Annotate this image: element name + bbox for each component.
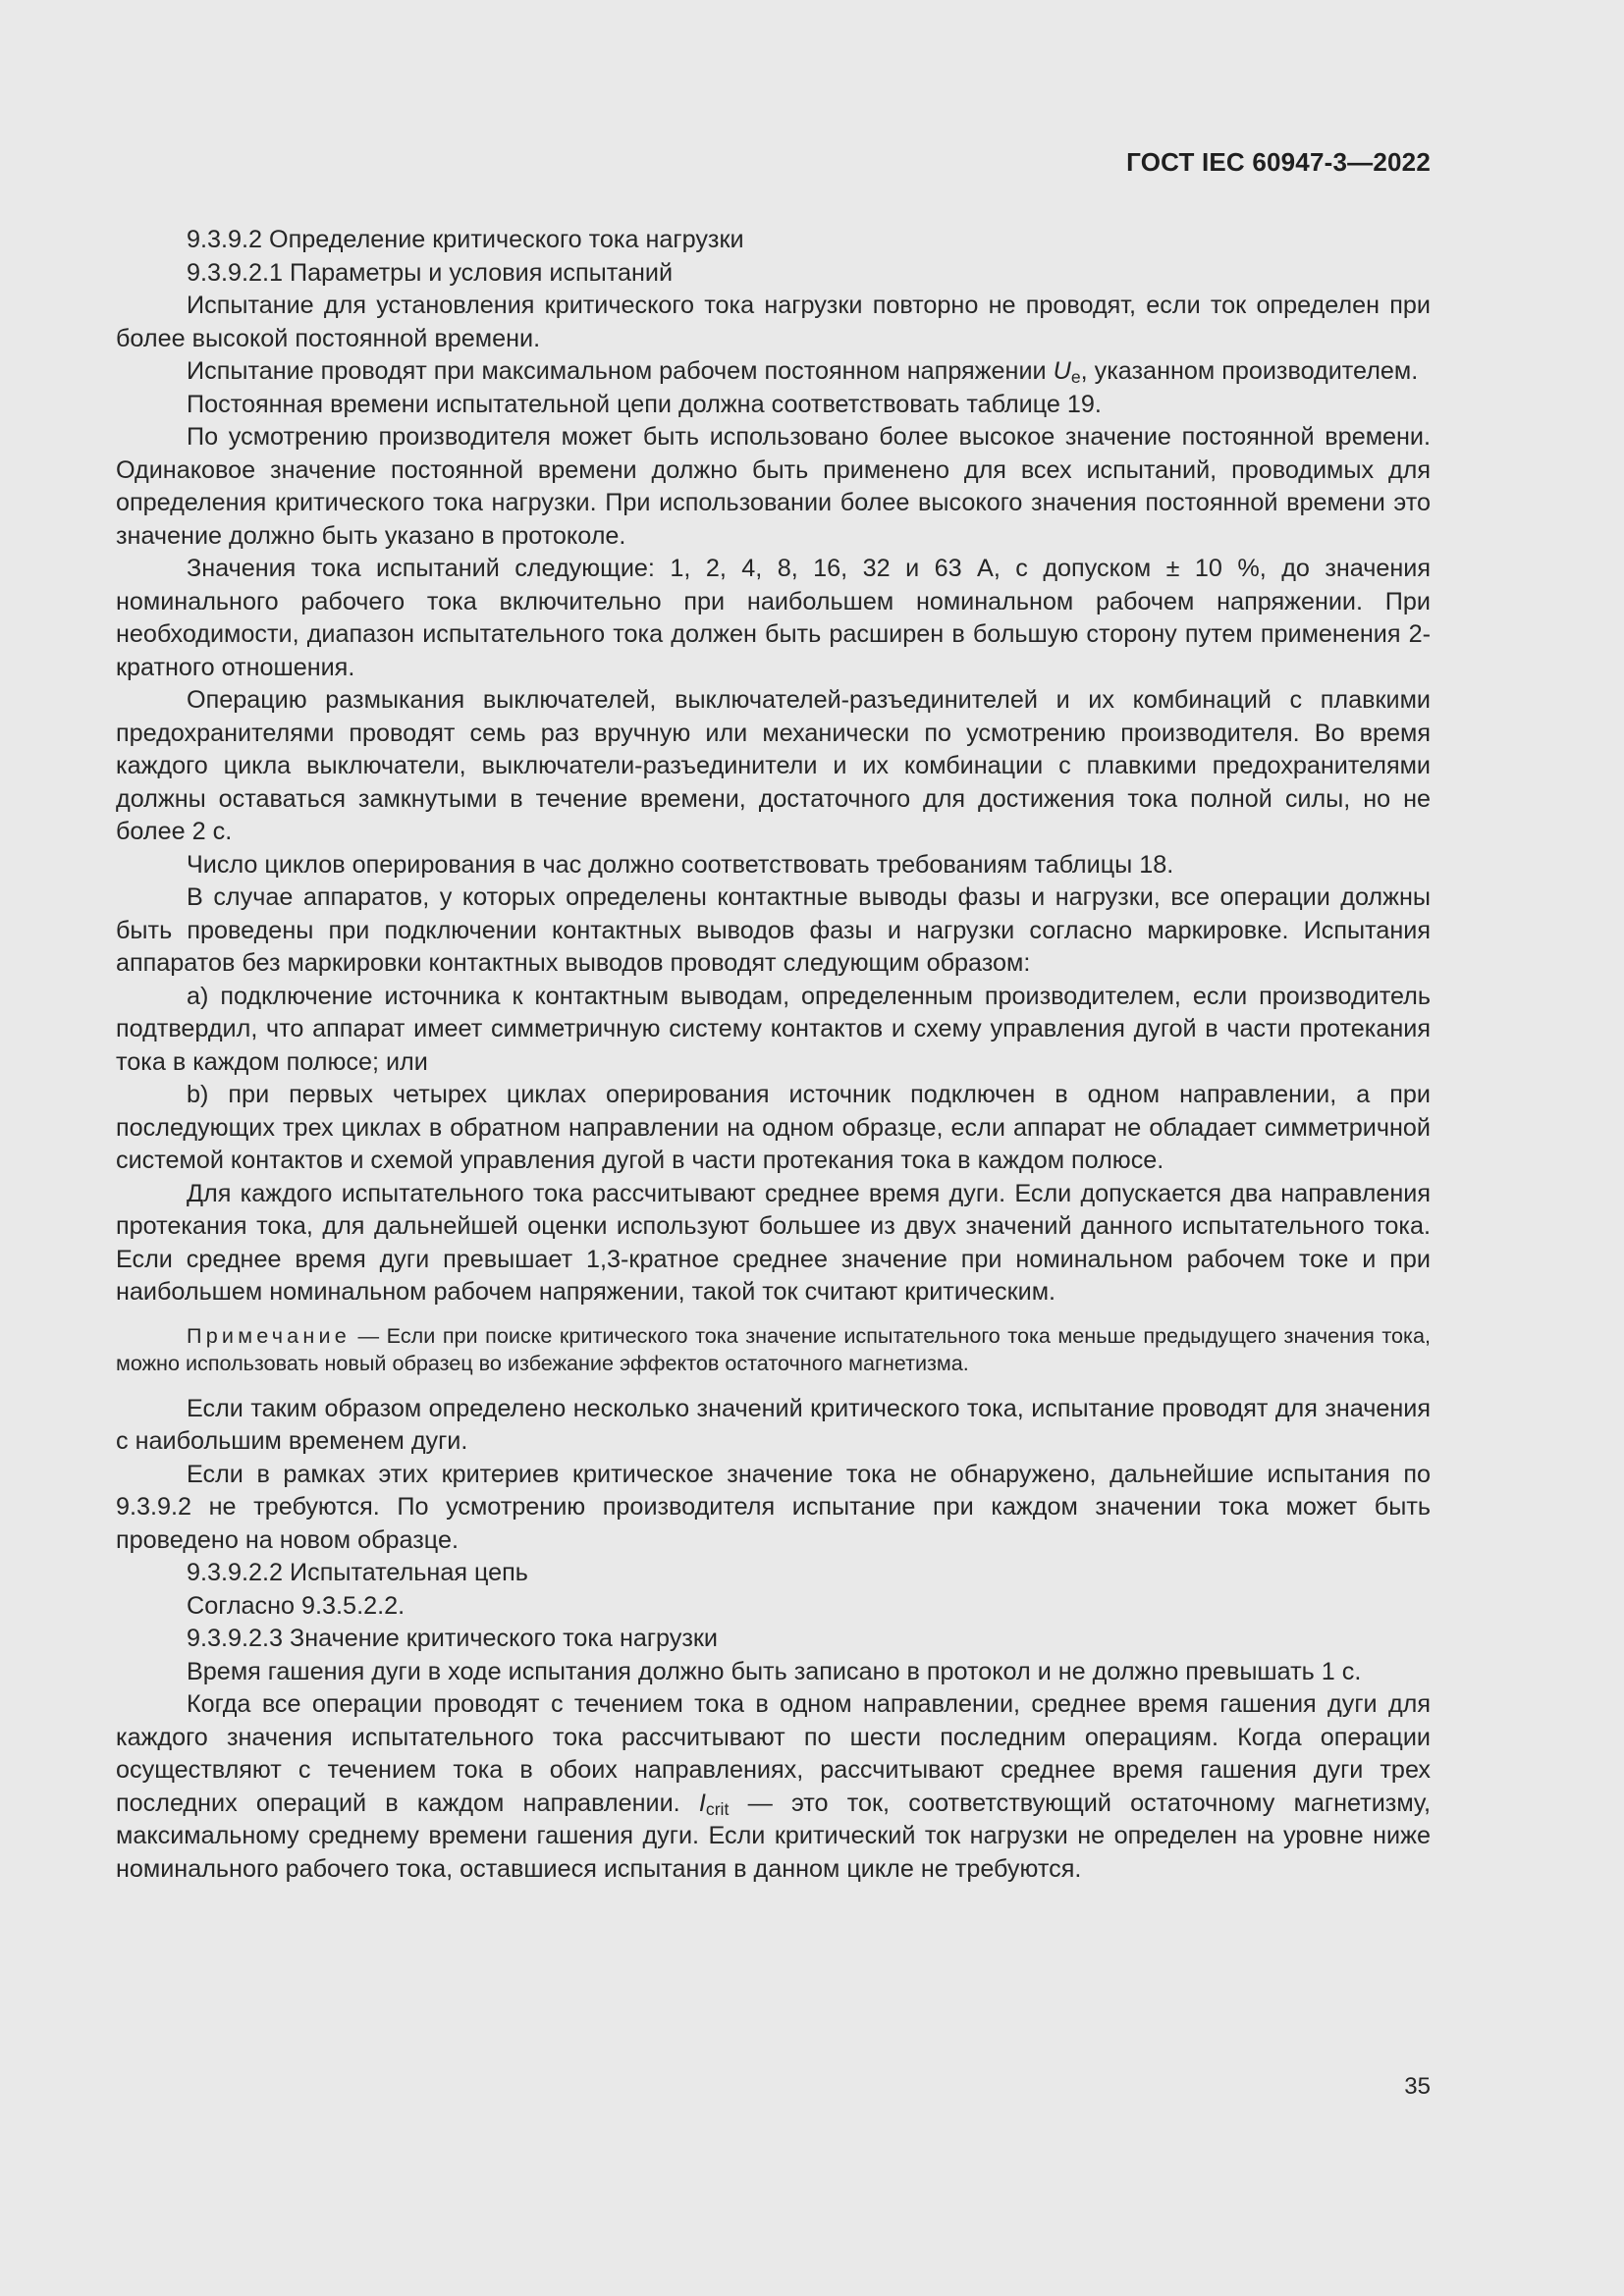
current-subscript: crit — [705, 1798, 730, 1819]
paragraph-test-current-values: Значения тока испытаний следующие: 1, 2, 4, 8, 16, 32 и 63 А, с допуском ± 10 %, до значения номинального рабочего тока включительно при наибольшем номинальном рабочем напряжении. При необходимости, диапазон испытательного тока должен быть расширен в большую сторону путем применения 2-кратного отношения. — [116, 555, 1431, 681]
section-heading-9-3-9-2: 9.3.9.2 Определение критического тока нагрузки — [187, 226, 744, 253]
standard-designation: ГОСТ IEC 60947-3—2022 — [1126, 147, 1431, 177]
paragraph-retest-condition: Испытание для установления критического тока нагрузки повторно не проводят, если ток определен при более высокой постоянной времени. — [116, 292, 1431, 352]
paragraph-multiple-critical-currents: Если таким образом определено несколько значений критического тока, испытание проводят для значения с наибольшим временем дуги. — [116, 1394, 1431, 1455]
paragraph-critical-current-text: Когда все операции проводят с течением тока в одном направлении, среднее время гашения дуги для каждого значения испытательного тока рассчитывают по шести последним операциям. Когда операции осуществляют с течением тока в обоих направлениях, рассчитывают среднее время гашения дуги трех последних операций в каждом направлении. — [116, 1690, 1431, 1817]
page-number: 35 — [1404, 2073, 1431, 2100]
paragraph-critical-current-definition — [116, 1688, 1431, 1886]
voltage-symbol: U — [1053, 357, 1071, 385]
paragraph-terminal-marking: В случае аппаратов, у которых определены контактные выводы фазы и нагрузки, все операции должны быть проведены при подключении контактных выводов фазы и нагрузки согласно маркировке. Испытания аппаратов без маркировки контактных выводов проводят следующим образом: — [116, 883, 1431, 977]
note — [116, 1322, 1431, 1377]
current-symbol: I — [698, 1789, 706, 1817]
paragraph-average-arc-time: Для каждого испытательного тока рассчитывают среднее время дуги. Если допускается два направления протекания тока, для дальнейшей оценки используют большее из двух значений данного испытательного тока. Если среднее время дуги превышает 1,3-кратное среднее значение при номинальном рабочем токе и при наибольшем номинальном рабочем напряжении, такой ток считают критическим. — [116, 1179, 1431, 1306]
voltage-subscript: e — [1070, 367, 1081, 387]
paragraph-time-constant: Постоянная времени испытательной цепи должна соответствовать таблице 19. — [187, 390, 1102, 418]
document-body — [116, 224, 1431, 1886]
paragraph-no-critical-current: Если в рамках этих критериев критическое значение тока не обнаружено, дальнейшие испытания по 9.3.9.2 не требуются. По усмотрению производителя испытание при каждом значении тока может быть проведено на новом образце. — [116, 1460, 1431, 1554]
paragraph-test-voltage-text: Испытание проводят при максимальном рабочем постоянном напряжении — [187, 357, 1054, 385]
list-item-a: a) подключение источника к контактным выводам, определенным производителем, если производитель подтвердил, что аппарат имеет симметричную систему контактов и схему управления дугой в части протекания тока в каждом полюсе; или — [116, 982, 1431, 1076]
paragraph-test-voltage — [116, 355, 1431, 389]
section-heading-9-3-9-2-1: 9.3.9.2.1 Параметры и условия испытаний — [187, 258, 674, 287]
paragraph-per-clause: Согласно 9.3.5.2.2. — [187, 1591, 406, 1620]
paragraph-test-voltage-tail: , указанном производителем. — [1080, 357, 1419, 385]
paragraph-breaking-operation: Операцию размыкания выключателей, выключателей-разъединителей и их комбинаций с плавкими предохранителями проводят семь раз вручную или механически по усмотрению производителя. Во время каждого цикла выключатели, выключатели-разъединители и их комбинации с плавкими предохранителями должны оставаться замкнутыми в течение времени, достаточного для достижения тока полной силы, но не более 2 с. — [116, 686, 1431, 845]
list-item-b: b) при первых четырех циклах оперирования источник подключен в одном направлении, а при последующих трех циклах в обратном направлении на одном образце, если аппарат не обладает симметричной системой контактов и схемой управления дугой в части протекания тока в каждом полюсе. — [116, 1081, 1431, 1174]
note-text: — Если при поиске критического тока значение испытательного тока меньше предыдущего значения тока, можно использовать новый образец во избежание эффектов остаточного магнетизма. — [116, 1322, 1431, 1375]
section-heading-9-3-9-2-3: 9.3.9.2.3 Значение критического тока нагрузки — [187, 1625, 719, 1652]
paragraph-cycles-per-hour: Число циклов оперирования в час должно соответствовать требованиям таблицы 18. — [187, 850, 1174, 879]
note-label: Примечание — [187, 1322, 351, 1348]
section-heading-9-3-9-2-2: 9.3.9.2.2 Испытательная цепь — [187, 1559, 528, 1586]
paragraph-higher-time-constant: По усмотрению производителя может быть использовано более высокое значение постоянной времени. Одинаковое значение постоянной времени должно быть применено для всех испытаний, проводимых для определения критического тока нагрузки. При использовании более высокого значения постоянной времени это значение должно быть указано в протоколе. — [116, 423, 1431, 550]
paragraph-arc-time-limit: Время гашения дуги в ходе испытания должно быть записано в протокол и не должно превышать 1 с. — [187, 1657, 1362, 1685]
paragraph-critical-current-tail: — это ток, соответствующий остаточному магнетизму, максимальному среднему времени гашения дуги. Если критический ток нагрузки не определен на уровне ниже номинального рабочего тока, оставшиеся испытания в данном цикле не требуются. — [116, 1789, 1431, 1883]
